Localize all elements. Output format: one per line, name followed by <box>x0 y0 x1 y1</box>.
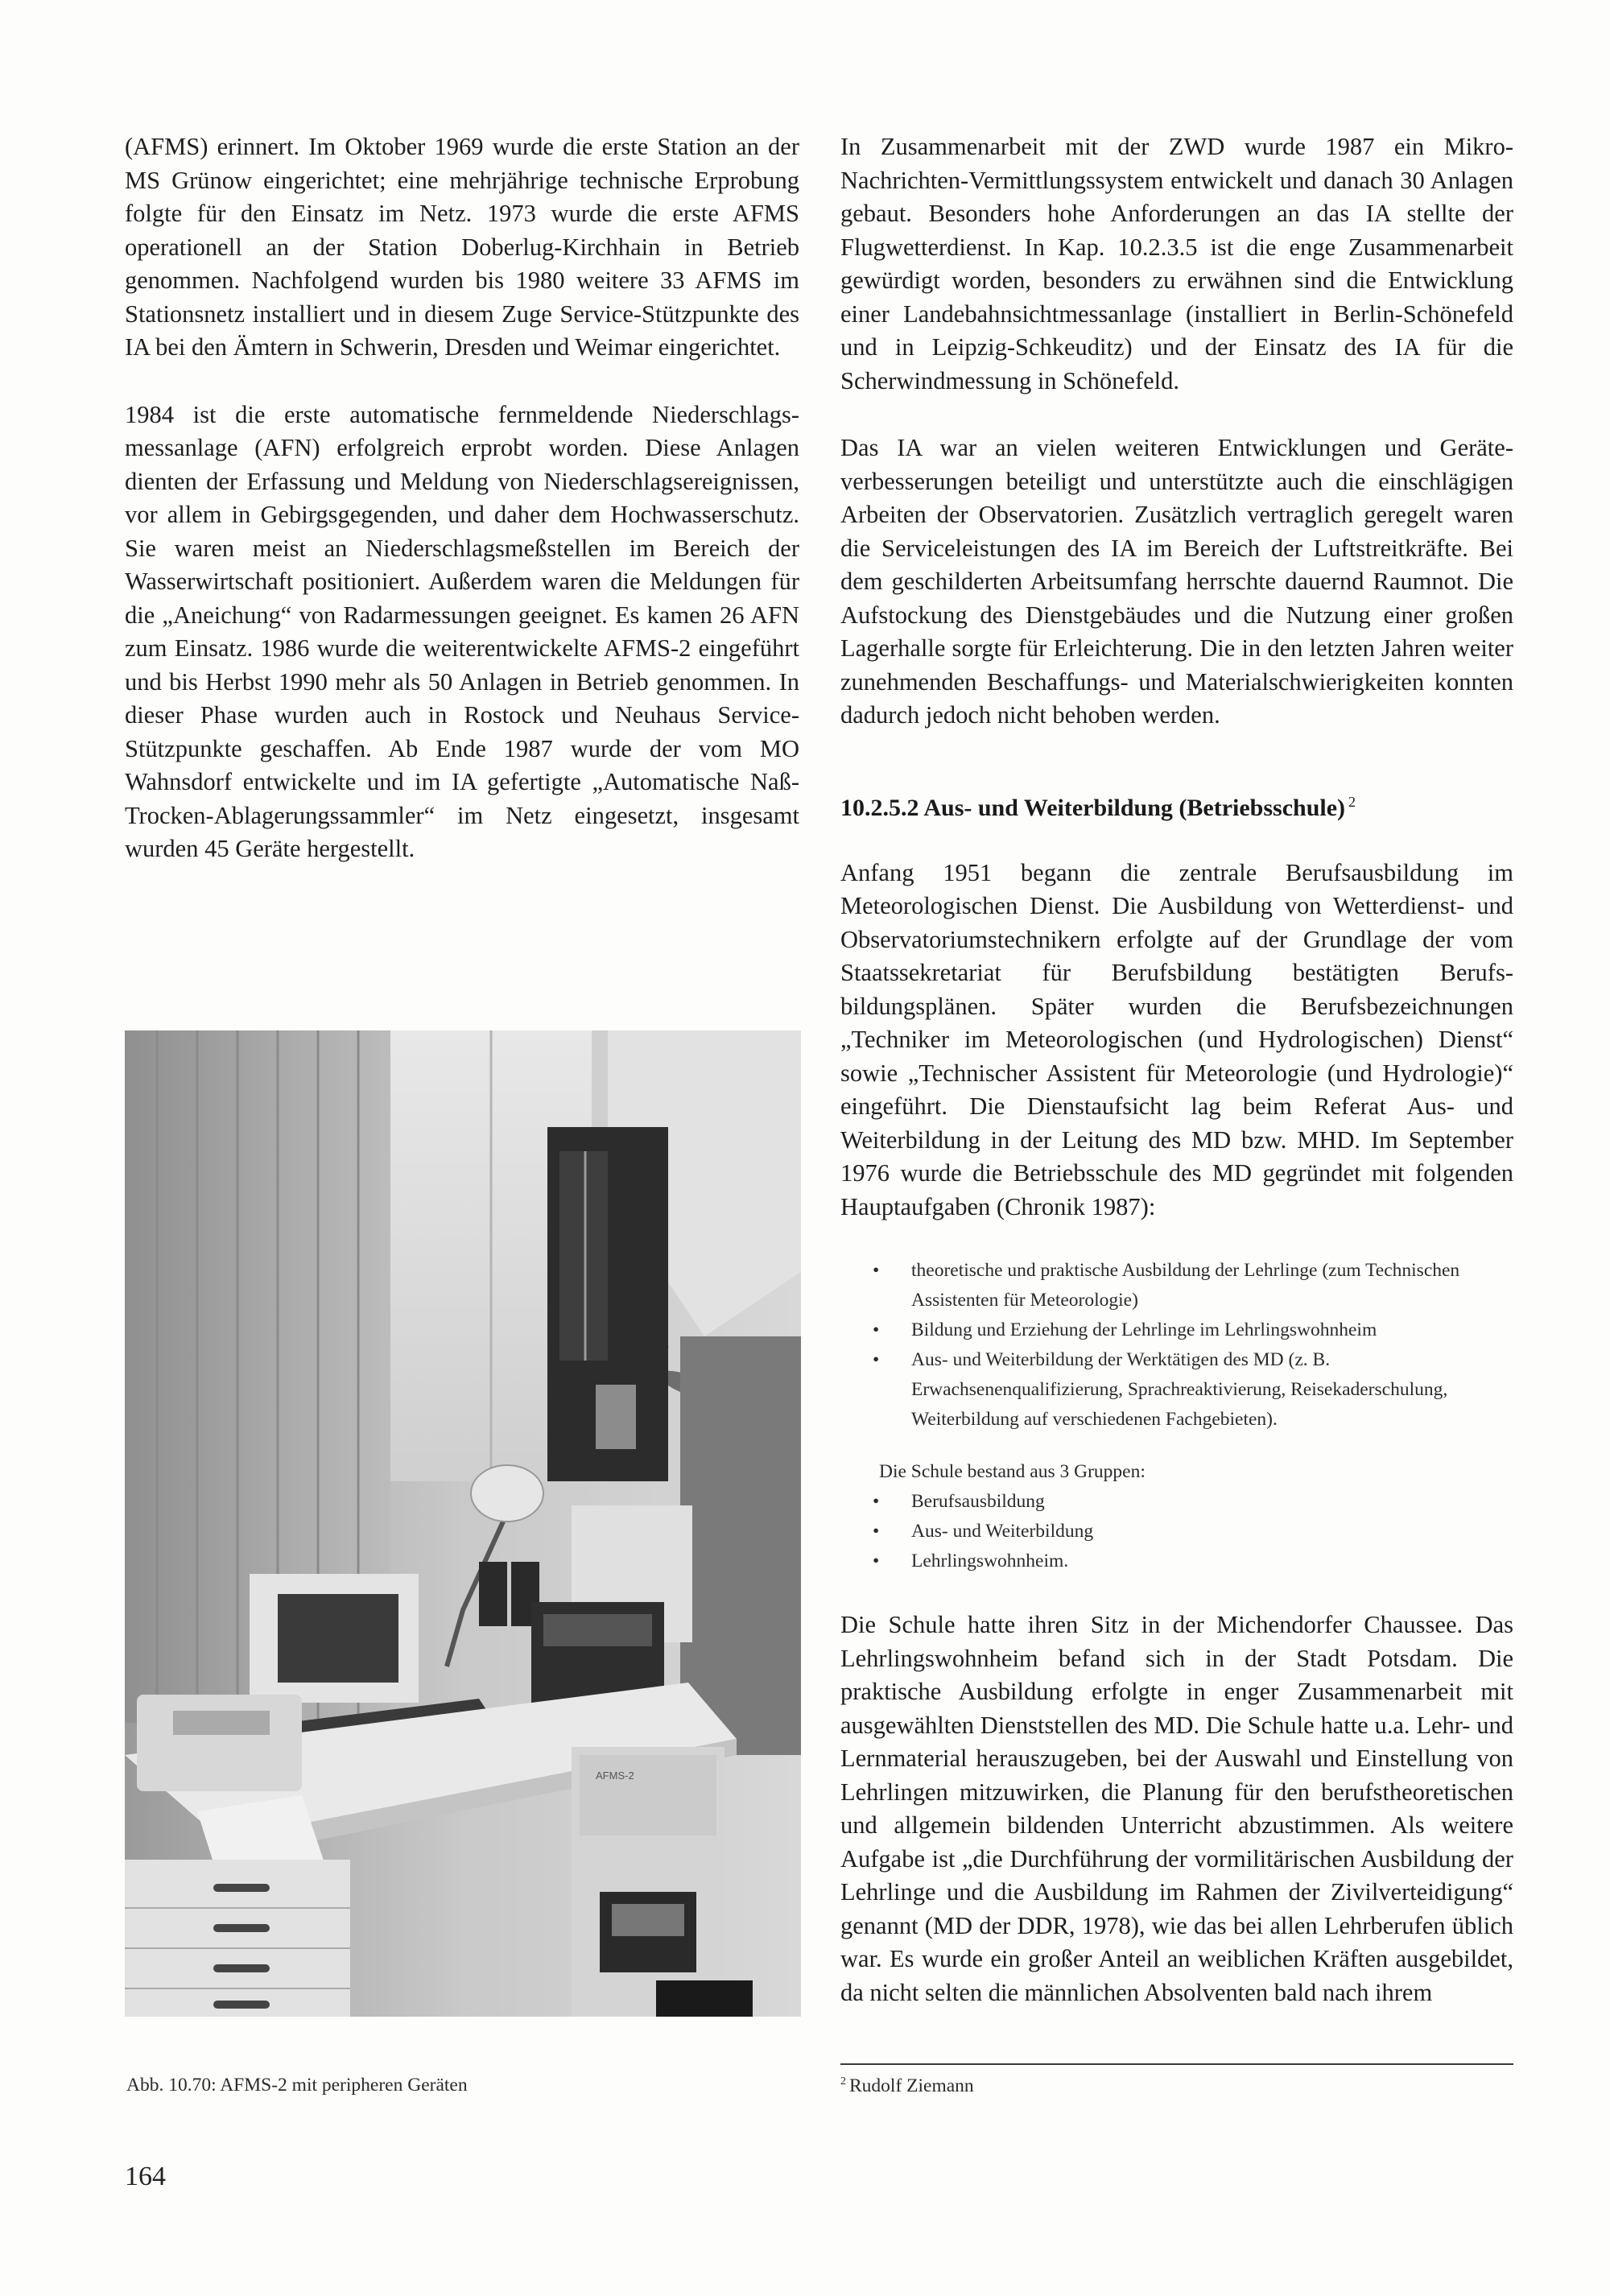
paragraph-afn: 1984 ist die erste automatische fernmeldende Niederschlagsmessanlage (AFN) erfolgreich erprobt worden. Diese Anlagen dienten der Erfassung und Meldung von Niederschlagsereignissen, vor allem in Gebirgsgegenden, und daher dem Hochwasserschutz. Sie waren meist an Niederschlagsmeßstellen im Bereich der Wasserwirtschaft positioniert. Außerdem waren die Meldungen für die „Aneichung“ von Radarmessungen geeignet. Es kamen 26 AFN zum Einsatz. 1986 wurde die weiterentwickelte AFMS-2 eingeführt und bis Herbst 1990 mehr als 50 Anlagen in Betrieb genommen. In dieser Phase wurden auch in Rostock und Neuhaus Service-Stützpunkte geschaffen. Ab Ende 1987 wurde der vom MO Wahnsdorf entwickelte und im IA gefertigte „Automatische Naß-Trocken-Ablagerungssammler“ im Netz eingesetzt, insgesamt wurden 45 Geräte hergestellt. <box>125 400 799 862</box>
list-item: • Bildung und Erziehung der Lehrlinge im Lehrlingswohnheim <box>873 1315 1513 1345</box>
paragraph-afms: (AFMS) erinnert. Im Oktober 1969 wurde die erste Station an der MS Grünow eingerichtet; eine mehrjährige technische Erprobung folgte für den Einsatz im Netz. 1973 wurde die erste AFMS operationell an der Station Doberlug-Kirchhain in Betrieb genommen. Nachfolgend wurden bis 1980 weitere 33 AFMS im Stationsnetz installiert und in diesem Zuge Service-Stützpunkte des IA bei den Ämtern in Schwerin, Dresden und Weimar eingerichtet. <box>125 133 799 361</box>
device-label: AFMS-2 <box>596 1769 634 1782</box>
fax-machine <box>137 1695 302 1791</box>
right-column <box>840 130 1513 2009</box>
list-item: • theoretische und praktische Ausbildung der Lehrlinge (zum Technischen Assistenten für Meteorologie) <box>873 1256 1513 1315</box>
footnote-divider <box>840 2063 1513 2065</box>
footnote <box>840 2075 974 2097</box>
list-item: • Aus- und Weiterbildung <box>873 1517 1513 1546</box>
heading-footnote-mark: 2 <box>1348 793 1356 810</box>
list-item: • Berufsausbildung <box>873 1487 1513 1517</box>
photo-illustration <box>125 1030 801 2017</box>
page-number: 164 <box>125 2162 166 2191</box>
paragraph-ia: Das IA war an vielen weiteren Entwicklungen und Geräteverbesserungen beteiligt und unterstützte auch die einschlägigen Arbeiten der Observatorien. Zusätzlich vertraglich geregelt waren die Serviceleistungen des IA im Bereich der Luftstreitkräfte. Bei dem geschilderten Arbeitsumfang herrschte dauernd Raumnot. Die Aufstockung des Dienstgebäudes und die Nutzung einer großen Lagerhalle sorgte für Erleichterung. Die in den letzten Jahren weiter zunehmenden Beschaffungs- und Materialschwierigkeiten konnten dadurch jedoch nicht behoben werden. <box>840 434 1513 729</box>
list-item: • Lehrlingswohnheim. <box>873 1546 1513 1576</box>
side-cabinet <box>680 1336 801 1755</box>
drawer-unit <box>125 1860 350 2017</box>
groups-intro: Die Schule bestand aus 3 Gruppen: <box>879 1461 1146 1482</box>
left-column <box>125 130 799 866</box>
section-heading: 10.2.5.2 Aus- und Weiterbildung (Betriebsschule) $^2$ <box>840 793 1356 821</box>
photo-corner-marker <box>656 1980 753 2017</box>
figure-caption: Abb. 10.70: AFMS-2 mit peripheren Geräten <box>126 2075 468 2096</box>
paragraph-school: Die Schule hatte ihren Sitz in der Michendorfer Chaussee. Das Lehrlingswohnheim befand sich in der Stadt Potsdam. Die praktische Ausbildung erfolgte in enger Zusammenarbeit mit ausgewählten Dienststellen des MD. Die Schule hatte u.a. Lehr- und Lernmaterial herauszugeben, bei der Auswahl und Einstellung von Lehrlingen mitzuwirken, die Planung für den berufstheoretischen und allgemein bildenden Unterricht abzustimmen. Als weitere Aufgabe ist „die Durchführung der vormilitärischen Ausbildung der Lehrlinge und die Ausbildung im Rahmen der Zivilverteidigung“ genannt (MD der DDR, 1978), wie das bei allen Lehrberufen üblich war. Es wurde ein großer Anteil an weiblichen Kräften ausgebildet, da nicht selten die männlichen Absolventen bald nach ihrem <box>840 1611 1513 2006</box>
footnote-mark: 2 <box>840 2075 846 2088</box>
list-item: • Aus- und Weiterbildung der Werktätigen des MD (z. B. Erwachsenenqualifizierung, Sprachreaktivierung, Reisekaderschulung, Weiterbildung auf verschiedenen Fachgebieten). <box>873 1345 1513 1435</box>
paragraph-zwd: In Zusammenarbeit mit der ZWD wurde 1987 ein Mikro-Nachrichten-Vermittlungssystem entwickelt und danach 30 Anlagen gebaut. Besonders hohe Anforderungen an das IA stellte der Flugwetterdienst. In Kap. 10.2.3.5 ist die enge Zusammenarbeit gewürdigt worden, besonders zu erwähnen sind die Entwicklung einer Landebahnsichtmessanlage (installiert in Berlin-Schönefeld und in Leipzig-Schkeuditz) und der Einsatz des IA für die Scherwindmessung in Schönefeld. <box>840 133 1513 394</box>
tasks-list <box>840 1256 1513 1435</box>
groups-list <box>840 1487 1513 1576</box>
footnote-text: Rudolf Ziemann <box>849 2075 974 2096</box>
figure-photo-afms2 <box>125 1030 801 2017</box>
monitor-screen <box>278 1594 398 1683</box>
paragraph-training: Anfang 1951 begann die zentrale Berufsausbildung im Meteorologischen Dienst. Die Ausbildung von Wetterdienst- und Observatoriumstechnikern erfolgte auf der Grundlage der vom Staatssekretariat für Berufsbildung bestätigten Berufsbildungsplänen. Später wurden die Berufsbezeichnungen „Techniker im Meteorologischen (und Hydrologischen) Dienst“ sowie „Technischer Assistent für Meteorologie (und Hydrologie)“ eingeführt. Die Dienstaufsicht lag beim Referat Aus- und Weiterbildung in der Leitung des MD bzw. MHD. Im September 1976 wurde die Betriebsschule des MD gegründet mit folgenden Hauptaufgaben (Chronik 1987): <box>840 858 1513 1220</box>
